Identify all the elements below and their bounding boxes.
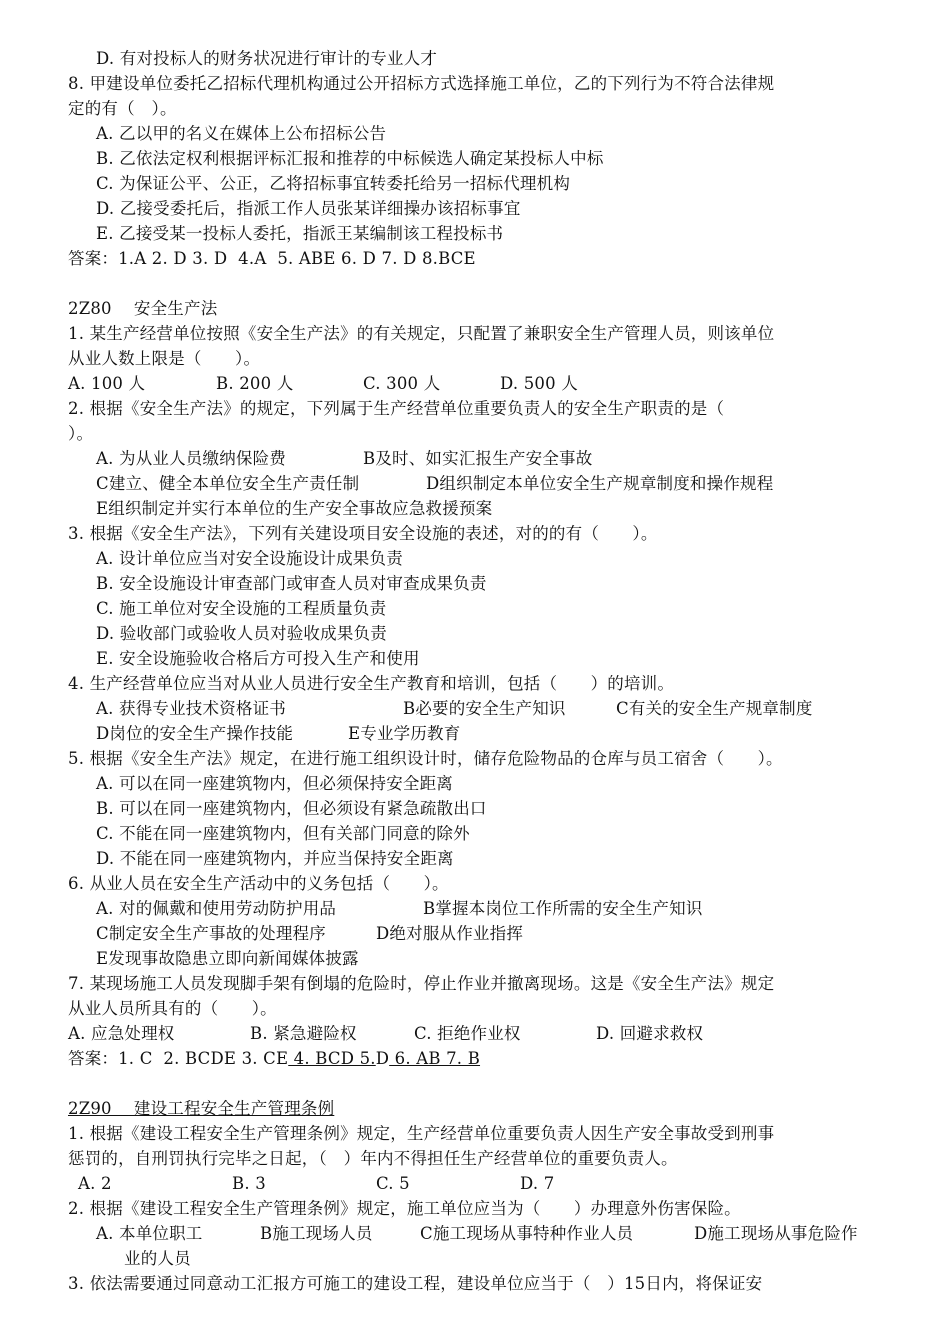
s80-q5-stem: 5. 根据《安全生产法》规定，在进行施工组织设计时，储存危险物品的仓库与员工宿舍（ ）。 (68, 749, 783, 768)
s90-q3-line1: 3. 依法需要通过同意动工汇报方可施工的建设工程，建设单位应当于（ ）15日内，将保证安 (68, 1274, 763, 1293)
answer-key-prev: 答案：1.A 2. D 3. D 4.A 5. ABE 6. D 7. D 8.BCE (68, 249, 476, 268)
s90-q1-option-b: B. 3 (232, 1174, 266, 1193)
s80-q4-option-b: B必要的安全生产知识 (403, 699, 566, 718)
s80-q1-line2: 从业人数上限是（ ）。 (68, 349, 261, 368)
s80-q6-option-b: B掌握本岗位工作所需的安全生产知识 (423, 899, 703, 918)
s80-q4-option-c: C有关的安全生产规章制度 (616, 699, 813, 718)
s80-q2-line1: 2. 根据《安全生产法》的规定，下列属于生产经营单位重要负责人的安全生产职责的是（ (68, 399, 725, 418)
s90-q1-option-a: A. 2 (78, 1174, 112, 1193)
s80-q6-option-c: C制定安全生产事故的处理程序 (96, 924, 326, 943)
q8-stem-line2: 定的有（ ）。 (68, 99, 177, 118)
s80-q2-line2: ）。 (68, 424, 94, 443)
s80-q2-option-a: A. 为从业人员缴纳保险费 (96, 449, 287, 468)
s80-q5-option-a: A. 可以在同一座建筑物内，但必须保持安全距离 (96, 774, 454, 793)
answer-key-underlined-2: 6. AB 7. B (389, 1049, 481, 1068)
s80-q3-option-c: C. 施工单位对安全设施的工程质量负责 (96, 599, 387, 618)
s80-q1-option-c: C. 300 人 (363, 374, 441, 393)
q8-option-d: D. 乙接受委托后，指派工作人员张某详细操办该招标事宜 (96, 199, 521, 218)
s80-q3-option-a: A. 设计单位应当对安全设施设计成果负责 (96, 549, 403, 568)
s90-q2-stem: 2. 根据《建设工程安全生产管理条例》规定，施工单位应当为（ ）办理意外伤害保险。 (68, 1199, 741, 1218)
s80-q4-option-a: A. 获得专业技术资格证书 (96, 699, 287, 718)
s80-q1-option-b: B. 200 人 (216, 374, 294, 393)
s90-q2-option-a: A. 本单位职工 (96, 1224, 203, 1243)
answer-key-underlined-1: 4. BCD 5. (288, 1049, 376, 1068)
answer-key-mid: D (375, 1049, 390, 1068)
s80-q4-stem: 4. 生产经营单位应当对从业人员进行安全生产教育和培训，包括（ ）的培训。 (68, 674, 675, 693)
answer-key-plain: 答案：1. C 2. BCDE 3. CE (68, 1049, 289, 1068)
s80-q6-option-a: A. 对的佩戴和使用劳动防护用品 (96, 899, 337, 918)
s80-q1-line1: 1. 某生产经营单位按照《安全生产法》的有关规定，只配置了兼职安全生产管理人员，则该单位 (68, 324, 775, 343)
s90-q1-option-d: D. 7 (520, 1174, 555, 1193)
answer-key-2z80 (68, 1047, 480, 1071)
q8-stem-line1: 8. 甲建设单位委托乙招标代理机构通过公开招标方式选择施工单位，乙的下列行为不符合法律规 (68, 74, 775, 93)
s80-q1-option-d: D. 500 人 (500, 374, 578, 393)
s80-q6-option-d: D绝对服从作业指挥 (376, 924, 524, 943)
s80-q5-option-b: B. 可以在同一座建筑物内，但必须设有紧急疏散出口 (96, 799, 487, 818)
s80-q5-option-c: C. 不能在同一座建筑物内，但有关部门同意的除外 (96, 824, 470, 843)
s80-q7-option-c: C. 拒绝作业权 (414, 1024, 521, 1043)
s90-q1-line2: 惩罚的，自刑罚执行完毕之日起，（ ）年内不得担任生产经营单位的重要负责人。 (68, 1149, 678, 1168)
s80-q3-option-d: D. 验收部门或验收人员对验收成果负责 (96, 624, 387, 643)
s80-q7-option-a: A. 应急处理权 (68, 1024, 175, 1043)
s80-q7-line1: 7. 某现场施工人员发现脚手架有倒塌的危险时，停止作业并撤离现场。这是《安全生产法》规定 (68, 974, 775, 993)
s80-q4-option-e: E专业学历教育 (348, 724, 461, 743)
s90-q2-option-b: B施工现场人员 (260, 1224, 373, 1243)
s80-q6-stem: 6. 从业人员在安全生产活动中的义务包括（ ）。 (68, 874, 449, 893)
section-heading-2z80: 2Z80 安全生产法 (68, 299, 218, 318)
s80-q7-line2: 从业人员所具有的（ ）。 (68, 999, 277, 1018)
q7-option-d: D. 有对投标人的财务状况进行审计的专业人才 (96, 49, 438, 68)
s80-q2-option-d: D组织制定本单位安全生产规章制度和操作规程 (426, 474, 774, 493)
s80-q4-option-d: D岗位的安全生产操作技能 (96, 724, 294, 743)
q8-option-b: B. 乙依法定权利根据评标汇报和推荐的中标候选人确定某投标人中标 (96, 149, 604, 168)
s80-q3-stem: 3. 根据《安全生产法》，下列有关建设项目安全设施的表述，对的的有（ ）。 (68, 524, 658, 543)
q8-option-e: E. 乙接受某一投标人委托，指派王某编制该工程投标书 (96, 224, 504, 243)
q8-option-a: A. 乙以甲的名义在媒体上公布招标公告 (96, 124, 387, 143)
s90-q1-line1: 1. 根据《建设工程安全生产管理条例》规定，生产经营单位重要负责人因生产安全事故受到刑事 (68, 1124, 775, 1143)
s80-q7-option-b: B. 紧急避险权 (250, 1024, 357, 1043)
s80-q2-option-e: E组织制定并实行本单位的生产安全事故应急救援预案 (96, 499, 493, 518)
s80-q2-option-b: B及时、如实汇报生产安全事故 (363, 449, 593, 468)
s90-q2-option-d-cont: 业的人员 (124, 1249, 191, 1268)
s80-q6-option-e: E发现事故隐患立即向新闻媒体披露 (96, 949, 359, 968)
section-heading-2z90: 2Z90 建设工程安全生产管理条例 (68, 1099, 335, 1118)
s90-q2-option-d: D施工现场从事危险作 (694, 1224, 858, 1243)
s80-q3-option-b: B. 安全设施设计审查部门或审查人员对审查成果负责 (96, 574, 487, 593)
s80-q5-option-d: D. 不能在同一座建筑物内，并应当保持安全距离 (96, 849, 454, 868)
s80-q7-option-d: D. 回避求救权 (596, 1024, 704, 1043)
s80-q3-option-e: E. 安全设施验收合格后方可投入生产和使用 (96, 649, 420, 668)
s80-q2-option-c: C建立、健全本单位安全生产责任制 (96, 474, 360, 493)
s90-q2-option-c: C施工现场从事特种作业人员 (420, 1224, 634, 1243)
s80-q1-option-a: A. 100 人 (68, 374, 146, 393)
q8-option-c: C. 为保证公平、公正，乙将招标事宜转委托给另一招标代理机构 (96, 174, 571, 193)
s90-q1-option-c: C. 5 (376, 1174, 410, 1193)
